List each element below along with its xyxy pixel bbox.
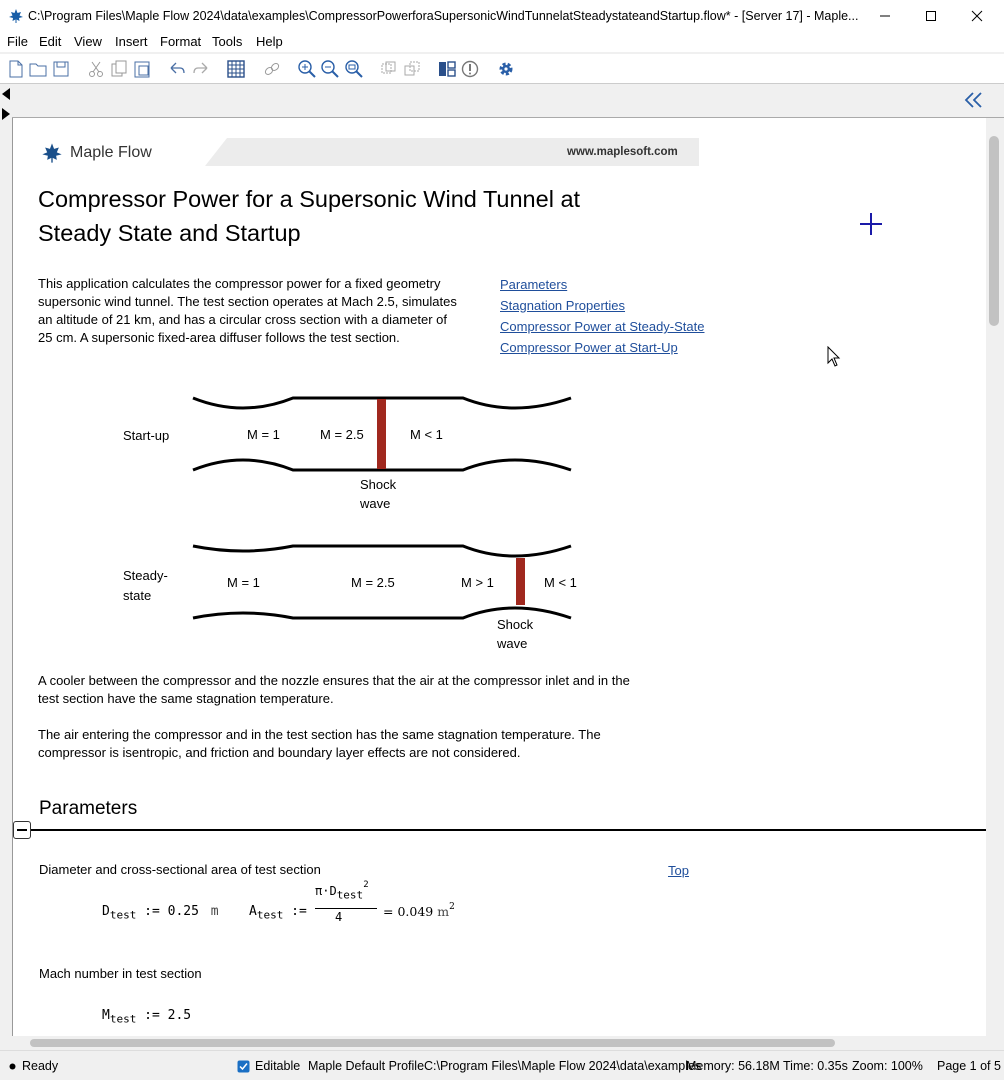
section-collapse-button[interactable] bbox=[13, 821, 31, 839]
menu-edit[interactable]: Edit bbox=[39, 34, 62, 49]
toc-link-stagnation-properties[interactable]: Stagnation Properties bbox=[500, 298, 626, 313]
a-test-result: = 0.049 bbox=[383, 904, 434, 919]
brand-name: Maple Flow bbox=[70, 144, 152, 161]
a-test-equation[interactable] bbox=[249, 880, 455, 934]
steady-shock-label: Shock bbox=[497, 617, 534, 632]
steady-mach-3: M > 1 bbox=[461, 575, 494, 590]
a-test-sub: test bbox=[256, 908, 284, 922]
maple-leaf-icon bbox=[8, 8, 24, 24]
assumptions-line: compressor is isentropic, and friction and boundary layer effects are not considered. bbox=[38, 745, 521, 760]
title-bar bbox=[0, 0, 1004, 32]
double-chevron-left-icon[interactable] bbox=[964, 91, 984, 109]
menu-file[interactable]: File bbox=[7, 34, 28, 49]
a-test-unit: m bbox=[437, 904, 450, 919]
grid-icon[interactable] bbox=[225, 58, 247, 80]
status-dot-icon bbox=[9, 1063, 16, 1070]
d-test-value: := 0.25 bbox=[144, 904, 199, 919]
status-editable[interactable]: Editable bbox=[255, 1059, 301, 1073]
zoom-out-icon[interactable] bbox=[319, 58, 341, 80]
intro-line: an altitude of 21 km, and has a circular cross section with a diameter of bbox=[38, 312, 447, 327]
horizontal-scroll-thumb[interactable] bbox=[30, 1039, 835, 1047]
startup-shock-label: Shock bbox=[360, 477, 397, 492]
window-title: C:\Program Files\Maple Flow 2024\data\examples\CompressorPowerforaSupersonicWindTunnelatSteadystateandStartup.flow* - [Server 17] - Maple... bbox=[28, 9, 859, 23]
a-test-numerator-exp: 2 bbox=[363, 880, 369, 890]
maplesoft-url: www.maplesoft.com bbox=[567, 146, 678, 158]
expand-right-arrow-icon[interactable] bbox=[1, 107, 11, 121]
intro-line: supersonic wind tunnel. The test section operates at Mach 2.5, simulates bbox=[38, 294, 457, 309]
new-document-icon[interactable] bbox=[5, 58, 27, 80]
intro-line: 25 cm. A supersonic fixed-area diffuser follows the test section. bbox=[38, 330, 400, 345]
status-page: Page 1 of 5 bbox=[937, 1059, 1001, 1073]
a-test-numerator: π·D bbox=[315, 884, 337, 898]
status-bar bbox=[0, 1050, 1004, 1080]
menu-tools[interactable]: Tools bbox=[212, 34, 243, 49]
crosshair-cursor-icon bbox=[859, 212, 883, 236]
editable-checkbox-icon[interactable] bbox=[237, 1060, 250, 1073]
ungroup-icon[interactable] bbox=[401, 58, 423, 80]
mouse-pointer-icon bbox=[827, 346, 841, 368]
cut-icon[interactable] bbox=[85, 58, 107, 80]
save-icon[interactable] bbox=[50, 58, 72, 80]
collapse-left-arrow-icon[interactable] bbox=[1, 87, 11, 101]
startup-label: Start-up bbox=[123, 428, 170, 443]
startup-shock-line bbox=[377, 399, 386, 469]
status-memory: Memory: 56.18M bbox=[686, 1059, 780, 1073]
fraction-bar bbox=[315, 908, 377, 909]
a-test-var: A bbox=[249, 904, 257, 919]
a-test-assign: := bbox=[291, 904, 307, 919]
menu-view[interactable]: View bbox=[74, 34, 102, 49]
steady-shock-line bbox=[516, 558, 525, 605]
palette-collapse-bar bbox=[12, 84, 1004, 118]
section-title-parameters: Parameters bbox=[39, 798, 138, 819]
paste-icon[interactable] bbox=[131, 58, 153, 80]
a-test-denominator: 4 bbox=[335, 910, 343, 924]
steady-mach-4: M < 1 bbox=[544, 575, 577, 590]
startup-mach-3: M < 1 bbox=[410, 427, 443, 442]
cooler-line: test section have the same stagnation temperature. bbox=[38, 691, 334, 706]
layout-icon[interactable] bbox=[436, 58, 458, 80]
startup-mach-2: M = 2.5 bbox=[320, 427, 364, 442]
m-test-equation[interactable] bbox=[102, 1008, 191, 1026]
horizontal-scrollbar[interactable] bbox=[12, 1036, 986, 1050]
wind-tunnel-diagram bbox=[113, 388, 613, 658]
zoom-in-icon[interactable] bbox=[296, 58, 318, 80]
page-title-line-1: Compressor Power for a Supersonic Wind Tunnel at bbox=[38, 186, 581, 212]
d-test-unit: m bbox=[210, 904, 219, 919]
d-test-equation[interactable] bbox=[102, 904, 219, 922]
menu-format[interactable]: Format bbox=[160, 34, 202, 49]
menu-help[interactable]: Help bbox=[256, 34, 283, 49]
d-test-sub: test bbox=[109, 908, 137, 922]
vertical-scrollbar[interactable] bbox=[986, 118, 1004, 1036]
page-title bbox=[38, 182, 678, 250]
steady-mach-2: M = 2.5 bbox=[351, 575, 395, 590]
a-test-numerator-sub: test bbox=[336, 888, 364, 902]
toc-link-start-up[interactable]: Compressor Power at Start-Up bbox=[500, 340, 678, 355]
startup-mach-1: M = 1 bbox=[247, 427, 280, 442]
document-canvas[interactable] bbox=[12, 118, 986, 1036]
minimize-button[interactable] bbox=[862, 0, 908, 32]
steady-shock-label: wave bbox=[497, 636, 528, 651]
undo-icon[interactable] bbox=[166, 58, 188, 80]
zoom-fit-icon[interactable] bbox=[343, 58, 365, 80]
status-time: Time: 0.35s bbox=[783, 1059, 848, 1073]
menu-bar bbox=[0, 32, 1004, 52]
stop-execution-icon[interactable] bbox=[459, 58, 481, 80]
link-icon[interactable] bbox=[261, 58, 283, 80]
assumptions-line: The air entering the compressor and in the test section has the same stagnation temperature. The bbox=[38, 727, 601, 742]
group-icon[interactable] bbox=[378, 58, 400, 80]
status-path: C:\Program Files\Maple Flow 2024\data\examples bbox=[424, 1059, 702, 1073]
copy-icon[interactable] bbox=[108, 58, 130, 80]
d-test-var: D bbox=[102, 904, 110, 919]
status-profile: Maple Default Profile bbox=[308, 1059, 425, 1073]
toc-link-parameters[interactable]: Parameters bbox=[500, 277, 568, 292]
steady-label: state bbox=[123, 588, 152, 603]
vertical-scroll-thumb[interactable] bbox=[989, 136, 999, 326]
open-folder-icon[interactable] bbox=[27, 58, 49, 80]
mach-label: Mach number in test section bbox=[39, 966, 202, 981]
status-ready: Ready bbox=[22, 1059, 59, 1073]
top-link[interactable]: Top bbox=[668, 863, 689, 878]
intro-line: This application calculates the compressor power for a fixed geometry bbox=[38, 276, 441, 291]
maximize-button[interactable] bbox=[908, 0, 954, 32]
toolbar bbox=[0, 54, 1004, 84]
startup-shock-label: wave bbox=[360, 496, 391, 511]
assumptions-paragraph bbox=[38, 726, 718, 762]
diameter-label: Diameter and cross-sectional area of test section bbox=[39, 862, 321, 877]
menu-insert[interactable]: Insert bbox=[115, 34, 148, 49]
left-gutter bbox=[0, 84, 12, 1050]
steady-mach-1: M = 1 bbox=[227, 575, 260, 590]
header-banner bbox=[37, 138, 699, 168]
redo-icon[interactable] bbox=[190, 58, 212, 80]
toc-link-steady-state[interactable]: Compressor Power at Steady-State bbox=[500, 319, 705, 334]
m-test-var: M bbox=[102, 1008, 110, 1023]
maple-leaf-logo-icon bbox=[41, 142, 63, 164]
m-test-sub: test bbox=[109, 1012, 137, 1026]
status-zoom: Zoom: 100% bbox=[852, 1059, 923, 1073]
steady-label: Steady- bbox=[123, 568, 168, 583]
m-test-value: := 2.5 bbox=[144, 1008, 192, 1023]
settings-gear-icon[interactable] bbox=[495, 58, 517, 80]
cooler-paragraph bbox=[38, 672, 718, 708]
close-button[interactable] bbox=[954, 0, 1000, 32]
section-divider bbox=[25, 829, 986, 831]
page-title-line-2: Steady State and Startup bbox=[38, 220, 301, 246]
intro-paragraph bbox=[38, 275, 488, 347]
cooler-line: A cooler between the compressor and the nozzle ensures that the air at the compressor inlet and in the bbox=[38, 673, 630, 688]
a-test-unit-exp: 2 bbox=[449, 902, 455, 912]
